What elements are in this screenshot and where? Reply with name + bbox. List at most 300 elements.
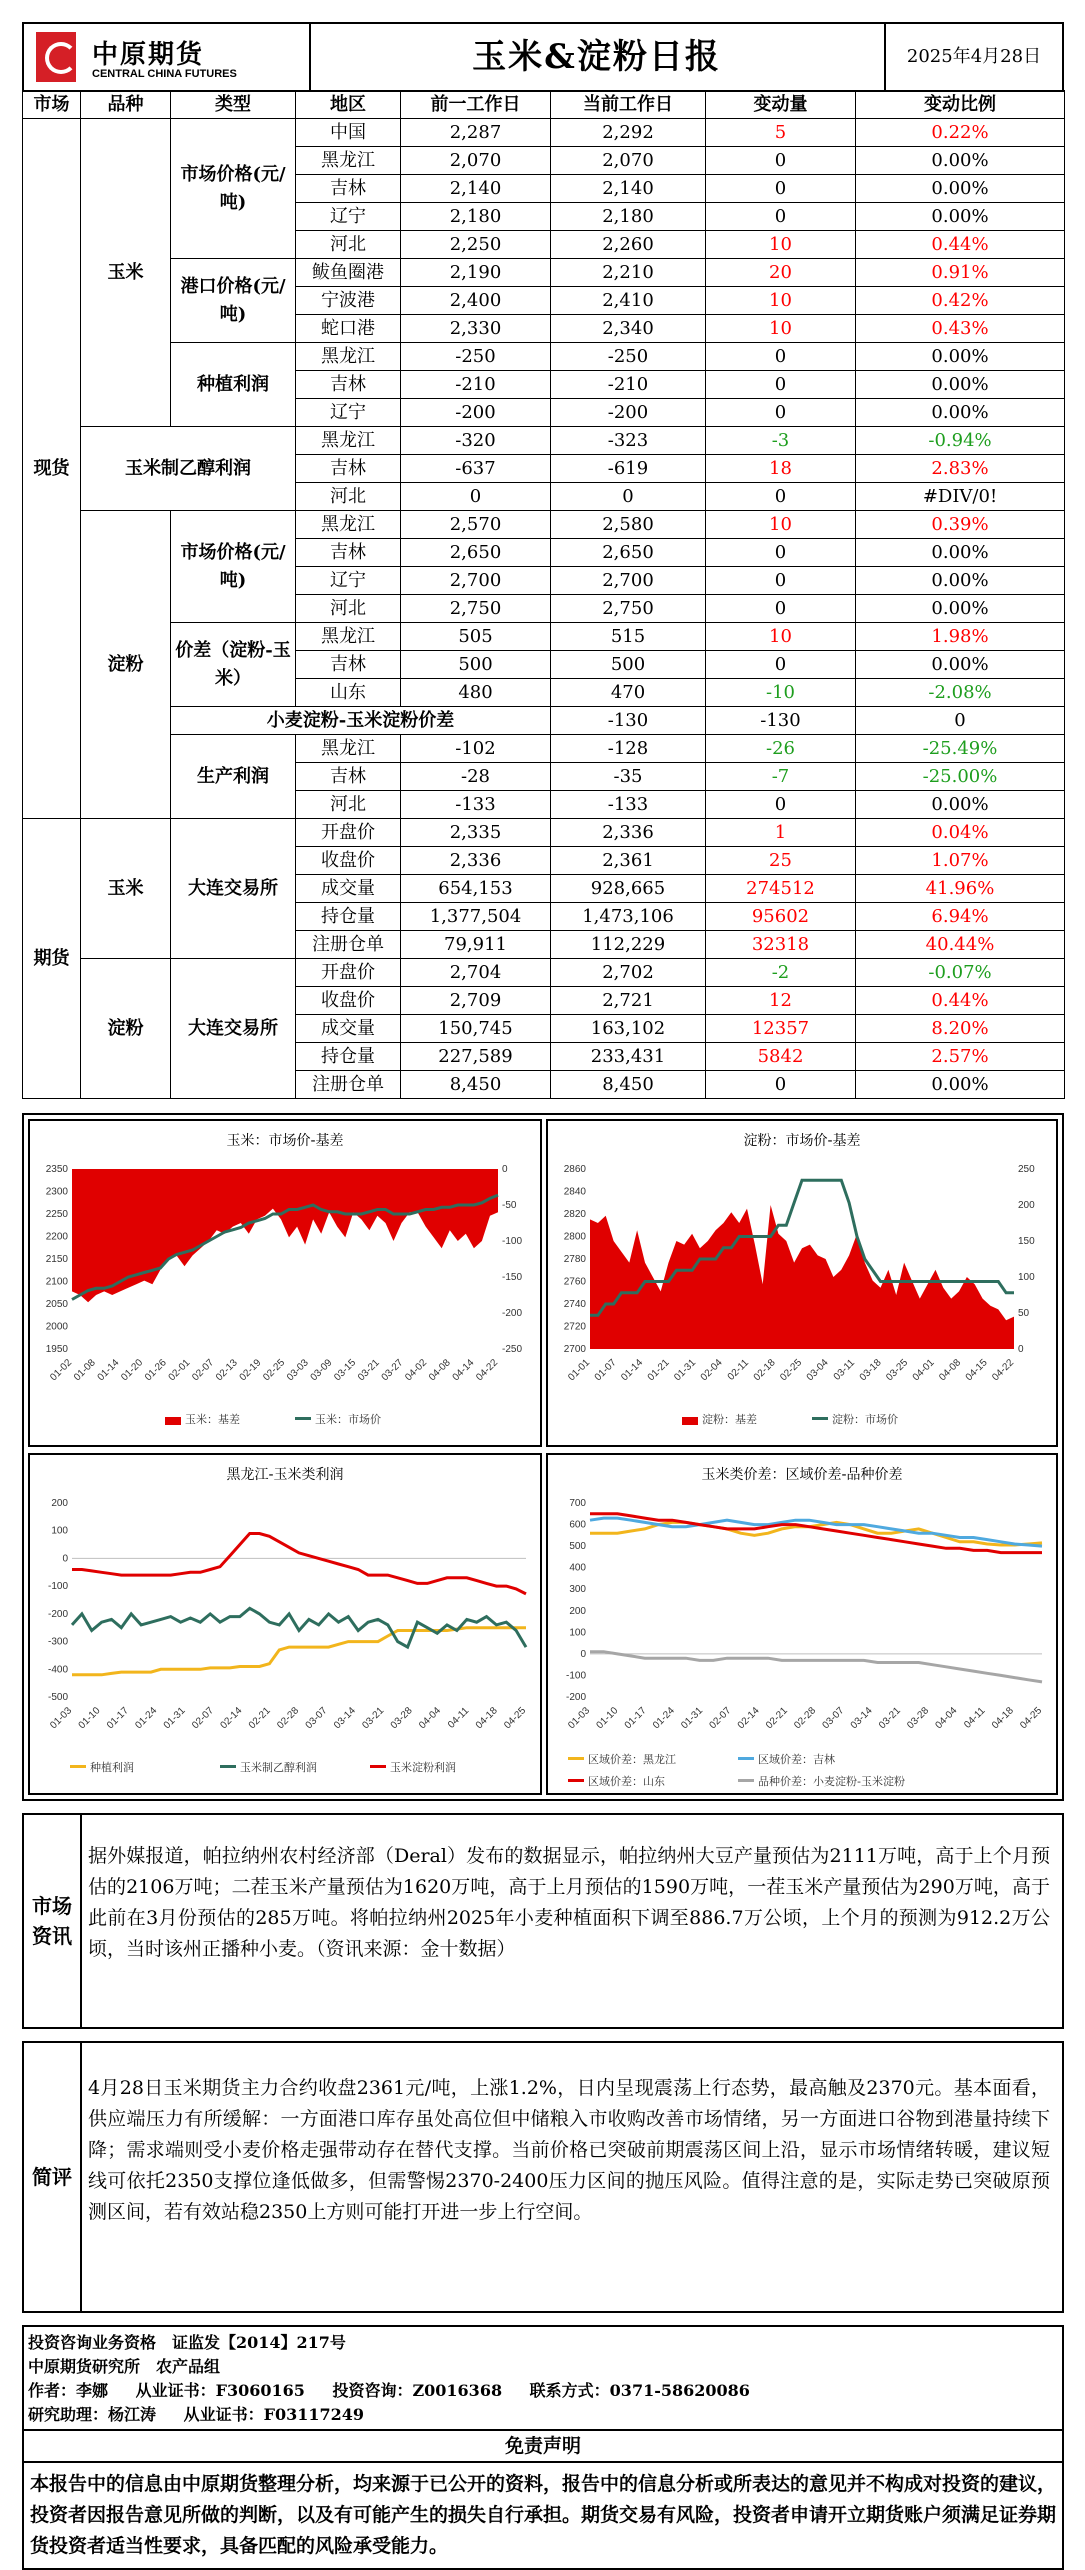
- curr-value-cell: 2,750: [551, 595, 706, 623]
- chart-svg: [30, 1455, 540, 1793]
- region-cell: 山东: [296, 679, 401, 707]
- x-tick-label: 02-25: [778, 1357, 805, 1384]
- x-tick-label: 03-21: [360, 1705, 387, 1732]
- report-header: [22, 22, 1064, 92]
- change-cell: 0: [706, 567, 856, 595]
- x-tick-label: 03-28: [388, 1705, 415, 1732]
- type-cell-ethanol-profit: 玉米制乙醇利润: [81, 427, 296, 511]
- y-tick-label: 2150: [45, 1254, 68, 1265]
- type-cell-spread: 价差（淀粉-玉米）: [171, 623, 296, 707]
- y-tick-label: 100: [51, 1525, 68, 1537]
- table-row: [23, 707, 1065, 735]
- legend-swatch: [220, 1765, 236, 1768]
- change-cell: 10: [706, 511, 856, 539]
- table-header-row: [23, 91, 1065, 119]
- y2-tick-label: -200: [502, 1308, 523, 1319]
- region-cell: 辽宁: [296, 399, 401, 427]
- x-tick-label: 02-21: [246, 1705, 273, 1732]
- series-area: [590, 1205, 1014, 1349]
- x-tick-label: 03-28: [905, 1705, 932, 1732]
- curr-value-cell: -128: [551, 735, 706, 763]
- curr-value-cell: 163,102: [551, 1015, 706, 1043]
- review-label: 简评: [24, 2043, 82, 2311]
- x-tick-label: 04-18: [473, 1705, 500, 1732]
- curr-value-cell: 0: [551, 483, 706, 511]
- y-tick-label: -200: [47, 1608, 68, 1620]
- change-pct-cell: -0.07%: [856, 959, 1065, 987]
- prev-value-cell: -28: [401, 763, 551, 791]
- chart-legend: [568, 1752, 905, 1788]
- author-cert: 从业证书：F3060165: [135, 2381, 305, 2400]
- change-pct-cell: 0.00%: [856, 147, 1065, 175]
- type-cell-market-price: 市场价格(元/吨): [171, 119, 296, 259]
- chart-legend: [165, 1412, 381, 1426]
- change-pct-cell: -25.00%: [856, 763, 1065, 791]
- x-tick-label: 01-21: [645, 1357, 672, 1384]
- change-pct-cell: 0.00%: [856, 1071, 1065, 1099]
- region-cell: 黑龙江: [296, 343, 401, 371]
- legend-label: 区域价差：山东: [588, 1775, 665, 1788]
- report-page: [22, 22, 1064, 2570]
- x-tick-label: 01-03: [48, 1705, 75, 1732]
- change-pct-cell: 0.44%: [856, 987, 1065, 1015]
- prev-value-cell: 2,400: [401, 287, 551, 315]
- variety-cell-corn-futures: 玉米: [81, 819, 171, 959]
- prev-value-cell: 505: [401, 623, 551, 651]
- x-tick-label: 04-08: [937, 1357, 964, 1384]
- table-row: [23, 511, 1065, 539]
- curr-value-cell: 2,340: [551, 315, 706, 343]
- change-pct-cell: 0.91%: [856, 259, 1065, 287]
- prev-value-cell: 2,070: [401, 147, 551, 175]
- legend-label: 品种价差：小麦淀粉-玉米淀粉: [758, 1775, 905, 1788]
- curr-value-cell: 2,336: [551, 819, 706, 847]
- y-tick-label: 2840: [563, 1186, 586, 1198]
- table-row: [23, 735, 1065, 763]
- series-line: [72, 1628, 526, 1675]
- report-date: 2025年4月28日: [884, 24, 1062, 90]
- curr-value-cell: -130: [706, 707, 856, 735]
- y-tick-label: 2700: [563, 1344, 586, 1355]
- change-cell: 0: [856, 707, 1065, 735]
- change-cell: 10: [706, 623, 856, 651]
- prev-value-cell: 8,450: [401, 1071, 551, 1099]
- x-tick-label: 03-18: [857, 1357, 884, 1384]
- col-header: 市场: [23, 91, 81, 119]
- chart-starch-price-basis: [546, 1119, 1058, 1447]
- logo-text-cn: 中原期货: [92, 40, 205, 70]
- chart-svg: [30, 1121, 540, 1445]
- region-cell: 收盘价: [296, 847, 401, 875]
- prev-value-cell: 2,570: [401, 511, 551, 539]
- y-tick-label: 700: [569, 1498, 586, 1509]
- y-tick-label: 200: [51, 1498, 68, 1509]
- chart-svg: [548, 1121, 1056, 1445]
- curr-value-cell: 928,665: [551, 875, 706, 903]
- x-tick-label: 04-18: [990, 1705, 1016, 1732]
- x-tick-label: 04-11: [962, 1705, 988, 1731]
- change-pct-cell: #DIV/0!: [856, 483, 1065, 511]
- x-tick-label: 03-14: [848, 1705, 875, 1732]
- chart-title: 玉米：市场价-基差: [226, 1133, 344, 1149]
- author-line: [28, 2379, 1058, 2403]
- x-tick-label: 02-19: [237, 1357, 264, 1384]
- curr-value-cell: 2,260: [551, 231, 706, 259]
- disclaimer-text: 本报告中的信息由中原期货整理分析，均来源于已公开的资料，报告中的信息分析或所表达的意见并不构成对投资的建议，投资者因报告意见所做的判断，以及有可能产生的损失自行承担。期货交易有风险，投资者申请开立期货账户须满足证券期货投资者适当性要求，具备匹配的风险承受能力。: [22, 2463, 1064, 2570]
- x-tick-label: 03-07: [820, 1705, 847, 1732]
- legend-swatch: [682, 1417, 698, 1425]
- region-cell: 开盘价: [296, 959, 401, 987]
- x-tick-label: 02-04: [698, 1357, 725, 1384]
- legend-label: 区域价差：黑龙江: [588, 1753, 676, 1766]
- region-cell: 黑龙江: [296, 511, 401, 539]
- type-cell-starch-price: 市场价格(元/吨): [171, 511, 296, 623]
- x-tick-label: 04-14: [450, 1357, 477, 1384]
- prev-value-cell: 480: [401, 679, 551, 707]
- qualification-line: 投资咨询业务资格 证监发【2014】217号: [28, 2333, 346, 2352]
- x-tick-label: 02-14: [735, 1705, 762, 1732]
- y2-tick-label: 250: [1018, 1164, 1035, 1175]
- x-tick-label: 03-14: [332, 1705, 358, 1732]
- assistant-cert: 从业证书：F03117249: [183, 2405, 365, 2424]
- curr-value-cell: 2,580: [551, 511, 706, 539]
- author-name: 作者：李娜: [28, 2381, 109, 2400]
- legend-label: 玉米：基差: [185, 1413, 240, 1426]
- x-tick-label: 02-13: [213, 1357, 240, 1384]
- x-tick-label: 02-11: [725, 1357, 752, 1383]
- x-tick-label: 02-01: [166, 1357, 193, 1384]
- change-cell: 0: [706, 371, 856, 399]
- series-line: [590, 1514, 1042, 1553]
- x-tick-label: 01-03: [566, 1705, 593, 1732]
- y2-tick-label: -50: [502, 1200, 517, 1211]
- region-cell: 辽宁: [296, 567, 401, 595]
- curr-value-cell: 1,473,106: [551, 903, 706, 931]
- x-tick-label: 04-22: [990, 1357, 1017, 1384]
- prev-value-cell: -210: [401, 371, 551, 399]
- series-line: [590, 1652, 1042, 1682]
- review-text: 4月28日玉米期货主力合约收盘2361元/吨，上涨1.2%，日内呈现震荡上行态势，最高触及2370元。基本面看，供应端压力有所缓解：一方面港口库存虽处高位但中储粮入市收购改善市场情绪，另一方面进口谷物到港量持续下降；需求端则受小麦价格走强带动存在替代支撑。当前价格已突破前期震荡区间上沿，显示市场情绪转暖，建议短线可依托2350支撑位逢低做多，但需警惕2370-2400压力区间的抛压风险。值得注意的是，实际走势已突破原预测区间，若有效站稳2350上方则可能打开进一步上行空间。: [88, 2077, 1050, 2223]
- y-tick-label: 2820: [563, 1209, 586, 1220]
- y2-tick-label: -250: [502, 1344, 523, 1355]
- y-tick-label: 2860: [563, 1164, 586, 1175]
- y-tick-label: -300: [47, 1636, 68, 1648]
- review-section: [22, 2041, 1064, 2313]
- legend-label: 种植利润: [90, 1761, 134, 1774]
- region-cell: 河北: [296, 231, 401, 259]
- y-tick-label: 0: [62, 1553, 68, 1565]
- change-cell: 0: [706, 175, 856, 203]
- x-tick-label: 01-01: [566, 1357, 593, 1384]
- prev-value-cell: 2,330: [401, 315, 551, 343]
- y-tick-label: 2050: [45, 1299, 68, 1310]
- change-pct-cell: 1.98%: [856, 623, 1065, 651]
- change-cell: 12357: [706, 1015, 856, 1043]
- change-cell: -7: [706, 763, 856, 791]
- change-cell: 32318: [706, 931, 856, 959]
- change-cell: 10: [706, 231, 856, 259]
- region-cell: 吉林: [296, 455, 401, 483]
- legend-label: 区域价差：吉林: [758, 1753, 835, 1766]
- prev-value-cell: 2,190: [401, 259, 551, 287]
- chart-corn-spreads: [546, 1453, 1058, 1795]
- curr-value-cell: -200: [551, 399, 706, 427]
- prev-value-cell: 2,250: [401, 231, 551, 259]
- x-tick-label: 01-20: [119, 1357, 146, 1384]
- x-tick-label: 01-17: [622, 1705, 649, 1732]
- exchange-cell-corn: 大连交易所: [171, 819, 296, 959]
- prev-value-cell: 79,911: [401, 931, 551, 959]
- col-header: 变动量: [706, 91, 856, 119]
- region-cell: 黑龙江: [296, 735, 401, 763]
- x-tick-label: 02-18: [751, 1357, 778, 1384]
- legend-label: 玉米制乙醇利润: [240, 1761, 317, 1774]
- y2-tick-label: -150: [502, 1272, 523, 1283]
- change-pct-cell: 0.00%: [856, 175, 1065, 203]
- change-pct-cell: 0.43%: [856, 315, 1065, 343]
- x-tick-label: 02-25: [261, 1357, 288, 1384]
- chart-axes: [566, 1498, 1044, 1731]
- y-tick-label: 1950: [45, 1344, 68, 1355]
- x-tick-label: 02-28: [792, 1705, 819, 1732]
- institute-line: 中原期货研究所 农产品组: [28, 2357, 221, 2376]
- change-cell: 25: [706, 847, 856, 875]
- change-pct-cell: 0.00%: [856, 539, 1065, 567]
- change-pct-cell: -0.94%: [856, 427, 1065, 455]
- col-header: 地区: [296, 91, 401, 119]
- change-cell: 12: [706, 987, 856, 1015]
- curr-value-cell: 233,431: [551, 1043, 706, 1071]
- prev-value-cell: 2,180: [401, 203, 551, 231]
- x-tick-label: 01-07: [592, 1357, 619, 1384]
- prev-value-cell: 2,287: [401, 119, 551, 147]
- x-tick-label: 04-01: [910, 1357, 937, 1384]
- change-cell: 0: [706, 483, 856, 511]
- curr-value-cell: 112,229: [551, 931, 706, 959]
- y-tick-label: 200: [569, 1605, 586, 1617]
- curr-value-cell: 2,700: [551, 567, 706, 595]
- x-tick-label: 04-25: [502, 1705, 529, 1732]
- y-tick-label: 300: [569, 1584, 586, 1596]
- legend-label: 玉米淀粉利润: [390, 1761, 456, 1774]
- x-tick-label: 01-10: [594, 1705, 621, 1732]
- y-tick-label: 400: [569, 1562, 586, 1574]
- curr-value-cell: 2,070: [551, 147, 706, 175]
- curr-value-cell: 2,410: [551, 287, 706, 315]
- curr-value-cell: 2,702: [551, 959, 706, 987]
- logo-mark-icon: [36, 32, 76, 82]
- table-row: [23, 427, 1065, 455]
- contact-info: 联系方式：0371-58620086: [529, 2381, 750, 2400]
- curr-value-cell: 8,450: [551, 1071, 706, 1099]
- prev-value-cell: 654,153: [401, 875, 551, 903]
- region-cell: 河北: [296, 595, 401, 623]
- prev-value-cell: -250: [401, 343, 551, 371]
- region-cell: 河北: [296, 483, 401, 511]
- legend-swatch: [738, 1779, 754, 1782]
- variety-cell-starch-futures: 淀粉: [81, 959, 171, 1099]
- x-tick-label: 01-24: [651, 1705, 677, 1732]
- x-tick-label: 03-21: [877, 1705, 903, 1732]
- legend-swatch: [70, 1765, 86, 1768]
- news-section: [22, 1813, 1064, 2029]
- curr-value-cell: 515: [551, 623, 706, 651]
- region-cell: 开盘价: [296, 819, 401, 847]
- curr-value-cell: 2,361: [551, 847, 706, 875]
- y2-tick-label: 200: [1018, 1200, 1035, 1211]
- y-tick-label: 2350: [45, 1164, 68, 1175]
- prev-value-cell: -130: [551, 707, 706, 735]
- y2-tick-label: 0: [1018, 1344, 1024, 1355]
- x-tick-label: 04-02: [403, 1357, 430, 1384]
- x-tick-label: 04-08: [426, 1357, 453, 1384]
- y-tick-label: -400: [47, 1664, 68, 1676]
- type-cell-prod-profit: 生产利润: [171, 735, 296, 819]
- type-cell-wheat-spread: 小麦淀粉-玉米淀粉价差: [171, 707, 551, 735]
- x-tick-label: 04-22: [474, 1357, 501, 1384]
- chart-svg: [548, 1455, 1056, 1793]
- change-cell: -3: [706, 427, 856, 455]
- region-cell: 辽宁: [296, 203, 401, 231]
- col-header: 前一工作日: [401, 91, 551, 119]
- change-cell: 0: [706, 651, 856, 679]
- y-tick-label: 2780: [563, 1254, 586, 1265]
- legend-label: 玉米：市场价: [315, 1413, 381, 1426]
- chart-title: 玉米类价差：区域价差-品种价差: [701, 1467, 903, 1483]
- col-header: 当前工作日: [551, 91, 706, 119]
- change-cell: 10: [706, 315, 856, 343]
- change-pct-cell: 0.00%: [856, 343, 1065, 371]
- company-logo: [24, 24, 311, 90]
- change-cell: 0: [706, 539, 856, 567]
- disclaimer-title: 免责声明: [22, 2431, 1064, 2463]
- y-tick-label: 2300: [45, 1186, 68, 1198]
- region-cell: 河北: [296, 791, 401, 819]
- y-tick-label: 2740: [563, 1299, 586, 1310]
- x-tick-label: 03-07: [303, 1705, 330, 1732]
- report-title: 玉米&淀粉日报: [472, 37, 721, 77]
- curr-value-cell: -250: [551, 343, 706, 371]
- x-tick-label: 03-15: [332, 1357, 359, 1384]
- prev-value-cell: 0: [401, 483, 551, 511]
- y-tick-label: -100: [565, 1670, 586, 1682]
- series-line: [72, 1608, 526, 1647]
- prev-value-cell: 2,650: [401, 539, 551, 567]
- chart-corn-price-basis: [28, 1119, 542, 1447]
- x-tick-label: 04-04: [933, 1705, 960, 1732]
- y-tick-label: 2100: [45, 1276, 68, 1288]
- curr-value-cell: 470: [551, 679, 706, 707]
- chart-legend: [682, 1412, 898, 1426]
- exchange-cell-starch: 大连交易所: [171, 959, 296, 1099]
- prev-value-cell: -133: [401, 791, 551, 819]
- market-cell-spot: 现货: [23, 119, 81, 819]
- x-tick-label: 01-10: [76, 1705, 103, 1732]
- author-info: [22, 2325, 1064, 2431]
- change-pct-cell: 0.00%: [856, 399, 1065, 427]
- change-cell: -10: [706, 679, 856, 707]
- legend-swatch: [165, 1417, 181, 1425]
- prev-value-cell: -200: [401, 399, 551, 427]
- x-tick-label: 02-14: [218, 1705, 245, 1732]
- y-tick-label: 2000: [45, 1321, 68, 1333]
- change-cell: 18: [706, 455, 856, 483]
- change-pct-cell: 0.00%: [856, 203, 1065, 231]
- chart-title: 黑龙江-玉米类利润: [226, 1467, 344, 1483]
- x-tick-label: 01-31: [161, 1705, 188, 1732]
- region-cell: 宁波港: [296, 287, 401, 315]
- change-pct-cell: 0.04%: [856, 819, 1065, 847]
- legend-swatch: [568, 1779, 584, 1782]
- x-tick-label: 01-14: [619, 1357, 646, 1384]
- x-tick-label: 01-24: [133, 1705, 160, 1732]
- curr-value-cell: -133: [551, 791, 706, 819]
- prev-value-cell: 150,745: [401, 1015, 551, 1043]
- curr-value-cell: 2,180: [551, 203, 706, 231]
- prev-value-cell: 1,377,504: [401, 903, 551, 931]
- x-tick-label: 01-31: [672, 1357, 699, 1384]
- x-tick-label: 01-08: [71, 1357, 98, 1384]
- prev-value-cell: 2,709: [401, 987, 551, 1015]
- region-cell: 吉林: [296, 175, 401, 203]
- region-cell: 黑龙江: [296, 623, 401, 651]
- change-cell: -2: [706, 959, 856, 987]
- prev-value-cell: -102: [401, 735, 551, 763]
- region-cell: 成交量: [296, 1015, 401, 1043]
- change-pct-cell: 40.44%: [856, 931, 1065, 959]
- table-row: [23, 819, 1065, 847]
- legend-swatch: [568, 1757, 584, 1760]
- x-tick-label: 04-11: [446, 1705, 472, 1731]
- region-cell: 鲅鱼圈港: [296, 259, 401, 287]
- change-cell: 1: [706, 819, 856, 847]
- y-tick-label: 600: [569, 1519, 586, 1531]
- region-cell: 注册仓单: [296, 1071, 401, 1099]
- x-tick-label: 02-21: [764, 1705, 790, 1732]
- prev-value-cell: 500: [401, 651, 551, 679]
- region-cell: 成交量: [296, 875, 401, 903]
- y-tick-label: 2250: [45, 1209, 68, 1220]
- change-pct-cell: 6.94%: [856, 903, 1065, 931]
- type-cell-plant-profit: 种植利润: [171, 343, 296, 427]
- region-cell: 黑龙江: [296, 147, 401, 175]
- chart-title: 淀粉：市场价-基差: [743, 1133, 861, 1149]
- col-header: 类型: [171, 91, 296, 119]
- x-tick-label: 03-11: [831, 1357, 858, 1383]
- table-row: [23, 119, 1065, 147]
- curr-value-cell: 2,210: [551, 259, 706, 287]
- x-tick-label: 02-28: [275, 1705, 302, 1732]
- change-cell: 0: [706, 791, 856, 819]
- region-cell: 黑龙江: [296, 427, 401, 455]
- legend-label: 淀粉：基差: [702, 1413, 757, 1426]
- charts-section: [22, 1113, 1064, 1801]
- x-tick-label: 01-17: [105, 1705, 131, 1732]
- change-cell: 5842: [706, 1043, 856, 1071]
- prev-value-cell: 2,704: [401, 959, 551, 987]
- curr-value-cell: 2,650: [551, 539, 706, 567]
- x-tick-label: 03-27: [379, 1357, 406, 1384]
- table-row: [23, 623, 1065, 651]
- region-cell: 持仓量: [296, 903, 401, 931]
- change-pct-cell: -2.08%: [856, 679, 1065, 707]
- col-header: 品种: [81, 91, 171, 119]
- change-cell: 10: [706, 287, 856, 315]
- chart-heilongjiang-profit: [28, 1453, 542, 1795]
- change-pct-cell: 0.00%: [856, 371, 1065, 399]
- x-tick-label: 01-14: [95, 1357, 122, 1384]
- y-tick-label: -200: [565, 1692, 586, 1703]
